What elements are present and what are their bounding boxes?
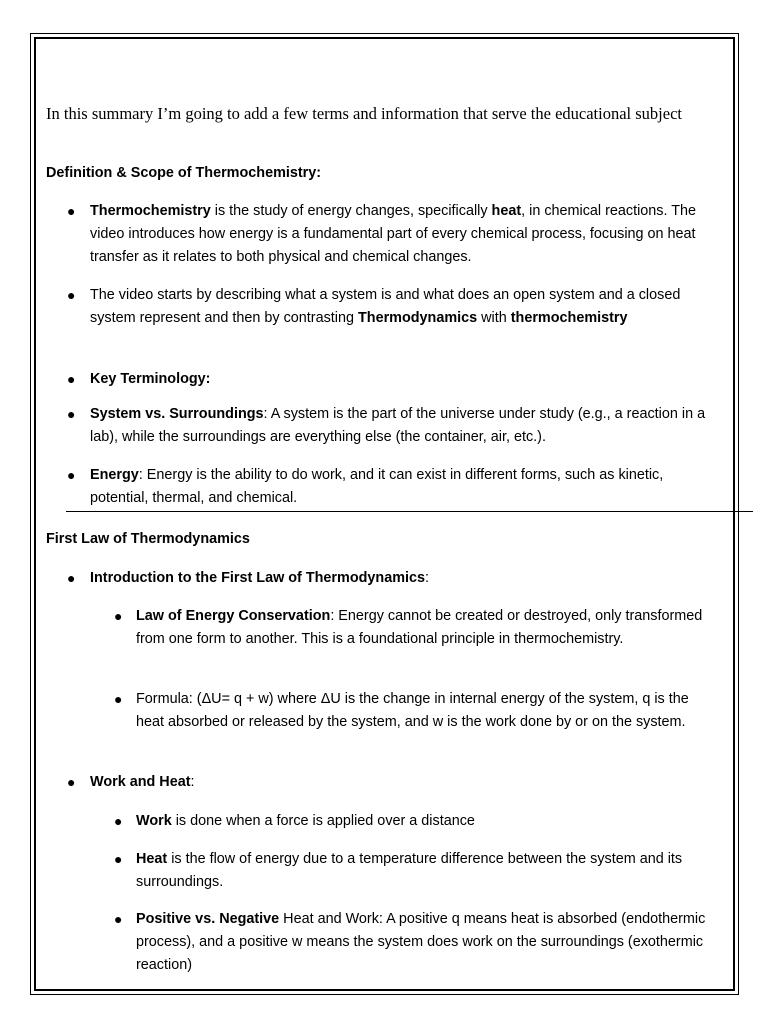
term-bold: Thermodynamics [357, 310, 478, 326]
term-bold: System vs. Surroundings [90, 406, 264, 422]
bullet-icon: ● [67, 570, 76, 586]
item-text: : A system is the part of the universe under study (e.g., a reaction in a lab), while the surroundings are everything else (the container, air, etc.). [90, 406, 706, 445]
sub-list-item [114, 688, 720, 734]
term-bold: Work and Heat [90, 774, 191, 790]
bullet-icon: ● [114, 691, 123, 707]
term-bold: Heat [136, 851, 168, 867]
bullet-icon: ● [114, 813, 123, 829]
item-text: : Energy cannot be created or destroyed, only transformed from one form to another. This is a foundational principle in thermochemistry. [136, 608, 703, 647]
item-text: is the study of energy changes, specifically [210, 203, 492, 219]
term-bold: Introduction to the First Law of Thermodynamics [90, 570, 425, 586]
list-item [67, 403, 717, 449]
section-divider [66, 511, 753, 512]
list-item [67, 567, 717, 590]
intro-sentence: In this summary I’m going to add a few terms and information that serve the educational subject [46, 104, 682, 123]
item-text: with [477, 310, 511, 326]
item-text: The video starts by describing what a system is and what does an open system and a closed system represent and then by contrasting [90, 287, 681, 326]
item-text: Heat and Work: A positive q means heat is absorbed (endothermic process), and a positive w means the system does work on the surroundings (exothermic reaction) [136, 911, 706, 973]
item-text: Formula: (ΔU= q + w) where ΔU is the change in internal energy of the system, q is the heat absorbed or released by the system, and w is the work done by or on the system. [136, 691, 689, 730]
term-bold: thermochemistry [510, 310, 628, 326]
sub-list-item [114, 848, 720, 894]
list-item [67, 284, 717, 330]
item-text: is done when a force is applied over a distance [171, 813, 475, 829]
term-bold: Positive vs. Negative [136, 911, 280, 927]
bullet-icon: ● [67, 371, 76, 387]
sub-list-item [114, 810, 720, 833]
item-text: : [190, 774, 195, 790]
item-text: : [425, 570, 429, 586]
bullet-icon: ● [67, 774, 76, 790]
bullet-icon: ● [67, 287, 76, 303]
bullet-icon: ● [67, 406, 76, 422]
sub-list-item [114, 908, 720, 977]
list-item [67, 200, 717, 269]
term-bold: Law of Energy Conservation [136, 608, 331, 624]
term-bold: Thermochemistry [90, 203, 211, 219]
term-bold: Energy [90, 467, 139, 483]
term-bold: Work [136, 813, 172, 829]
term-bold: Key Terminology: [90, 371, 211, 387]
bullet-icon: ● [67, 467, 76, 483]
item-text: is the flow of energy due to a temperature difference between the system and its surroundings. [136, 851, 683, 890]
bullet-icon: ● [114, 911, 123, 927]
list-item [67, 368, 717, 391]
list-item [67, 464, 717, 510]
list-item [67, 771, 717, 794]
section-heading-first-law: First Law of Thermodynamics [46, 531, 250, 547]
item-text: : Energy is the ability to do work, and it can exist in different forms, such as kinetic, potential, thermal, and chemical. [90, 467, 664, 506]
bullet-icon: ● [114, 851, 123, 867]
item-text: , in chemical reactions. The video introduces how energy is a fundamental part of every chemical process, focusing on heat transfer as it relates to both physical and chemical changes. [90, 203, 697, 265]
sub-list-item [114, 605, 720, 651]
bullet-icon: ● [67, 203, 76, 219]
bullet-icon: ● [114, 608, 123, 624]
term-bold: heat [491, 203, 522, 219]
section-heading-thermochemistry: Definition & Scope of Thermochemistry: [46, 165, 322, 181]
